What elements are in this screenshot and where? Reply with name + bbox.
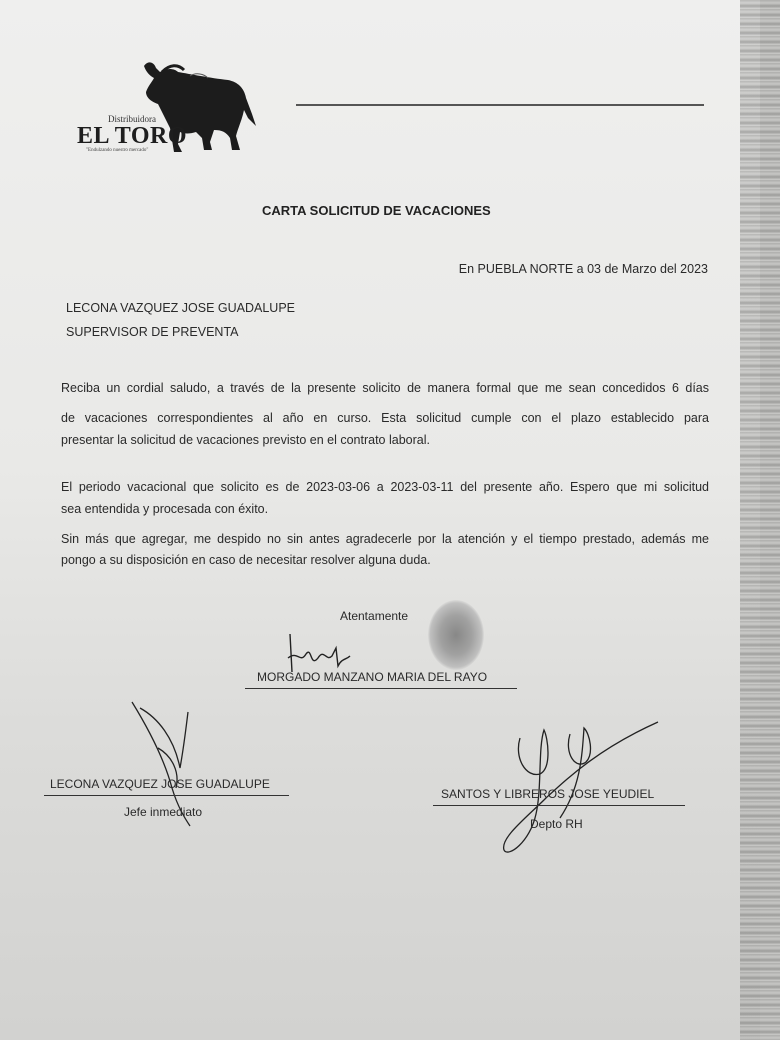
page-edge-shadow (740, 0, 780, 1040)
body-paragraph-2-line-2: sea entendida y procesada con éxito. (61, 502, 269, 516)
logo-tagline: "Endulzando nuestro mercado" (86, 148, 149, 153)
supervisor-role: Jefe inmediato (124, 805, 203, 819)
body-paragraph-1-line-3: presentar la solicitud de vacaciones previsto en el contrato laboral. (61, 433, 430, 447)
closing-text: Atentamente (340, 609, 409, 623)
hr-name: SANTOS Y LIBREROS JOSE YEUDIEL (441, 787, 655, 801)
date-line: En PUEBLA NORTE a 03 de Marzo del 2023 (458, 262, 708, 276)
body-paragraph-2-line-1: El periodo vacacional que solicito es de 2023-03-06 a 2023-03-11 del presente año. Espero que mi solicitud (61, 480, 709, 494)
employee-name: MORGADO MANZANO MARIA DEL RAYO (257, 670, 488, 684)
logo-main-text: EL TORO (77, 123, 187, 149)
hr-role: Depto RH (530, 817, 583, 831)
body-paragraph-1-line-2: de vacaciones correspondientes al año en curso. Esta solicitud cumple con el plazo establecido para (61, 411, 709, 425)
logo-small-text: Distribuidora (108, 114, 156, 124)
employee-signature-line (245, 688, 517, 689)
body-paragraph-3-line-1: Sin más que agregar, me despido no sin antes agradecerle por la atención y el tiempo prestado, además me (61, 532, 709, 546)
supervisor-name: LECONA VAZQUEZ JOSE GUADALUPE (50, 777, 270, 791)
recipient-name: LECONA VAZQUEZ JOSE GUADALUPE (66, 301, 295, 315)
body-paragraph-3-line-2: pongo a su disposición en caso de necesitar resolver alguna duda. (61, 553, 431, 567)
document-title: CARTA SOLICITUD DE VACACIONES (262, 203, 491, 218)
body-paragraph-1-line-1: Reciba un cordial saludo, a través de la presente solicito de manera formal que me sean concedidos 6 días (61, 381, 709, 395)
header-rule (296, 104, 704, 106)
fingerprint (428, 600, 484, 670)
hr-signature-line (433, 805, 685, 806)
supervisor-signature-line (44, 795, 289, 796)
recipient-position: SUPERVISOR DE PREVENTA (66, 325, 239, 339)
